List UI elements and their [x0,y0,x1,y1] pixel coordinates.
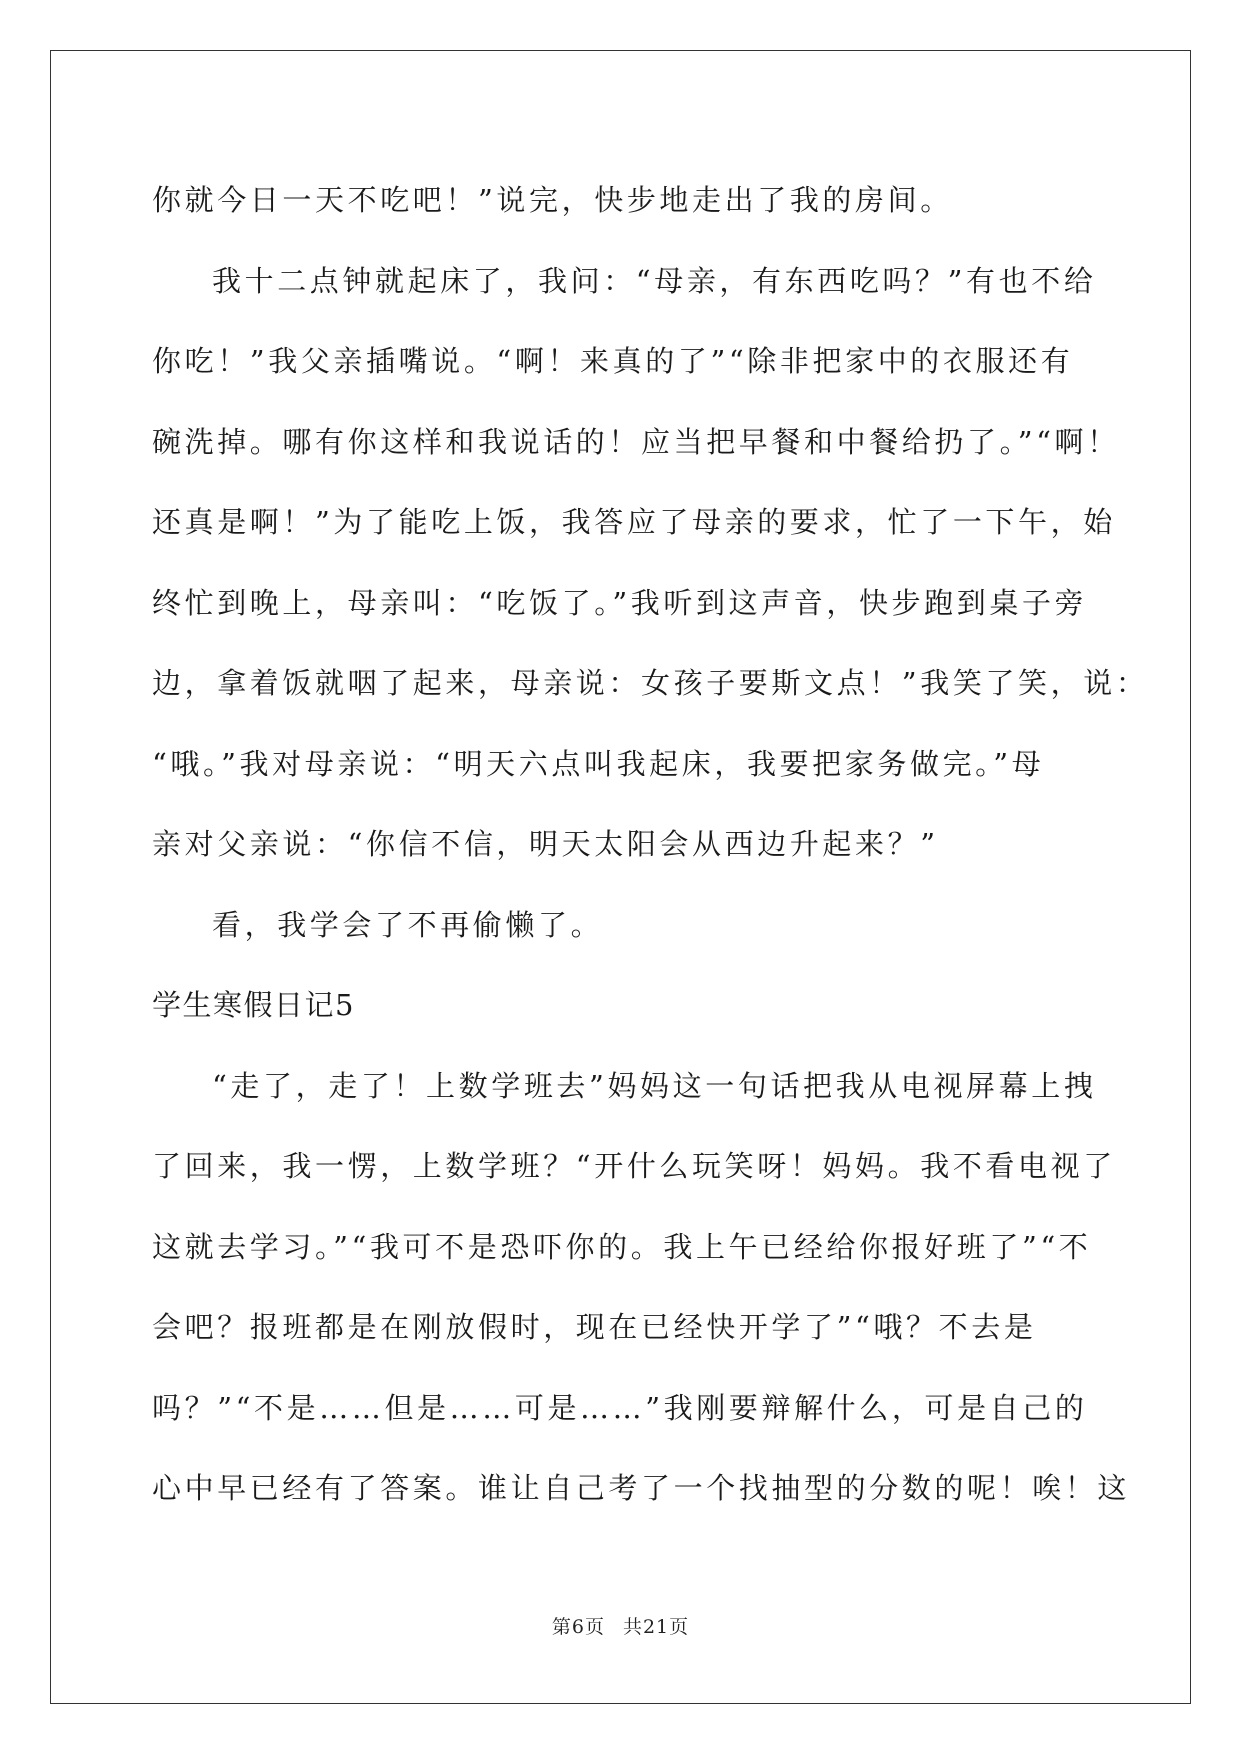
text-line: 会吧？报班都是在刚放假时，现在已经快开学了”“哦？不去是 [152,1310,1037,1344]
section-heading: 学生寒假日记5 [152,988,355,1022]
text-line: 这就去学习。”“我可不是恐吓你的。我上午已经给你报好班了”“不 [152,1229,1092,1264]
text-line: 了回来，我一愣，上数学班？“开什么玩笑呀！妈妈。我不看电视了 [152,1149,1116,1183]
text-line: 碗洗掉。哪有你这样和我说话的！应当把早餐和中餐给扔了。”“啊！ [152,424,1120,459]
page-footer [0,1612,1241,1639]
text-line: 边，拿着饭就咽了起来，母亲说：女孩子要斯文点！”我笑了笑，说： [152,666,1149,700]
text-line: 你吃！”我父亲插嘴说。“啊！来真的了”“除非把家中的衣服还有 [152,344,1074,378]
text-line: 亲对父亲说：“你信不信，明天太阳会从西边升起来？” [152,827,939,861]
text-line: 你就今日一天不吃吧！”说完，快步地走出了我的房间。 [152,183,953,217]
text-line: 吗？”“不是……但是……可是……”我刚要辩解什么，可是自己的 [152,1390,1088,1425]
text-line: “走了，走了！上数学班去”妈妈这一句话把我从电视屏幕上拽 [212,1068,1097,1103]
text-line: 还真是啊！”为了能吃上饭，我答应了母亲的要求，忙了一下午，始 [152,505,1116,539]
text-line: 终忙到晚上，母亲叫：“吃饭了。”我听到这声音，快步跑到桌子旁 [152,585,1088,620]
text-line: 心中早已经有了答案。谁让自己考了一个找抽型的分数的呢！唉！这 [152,1471,1131,1505]
text-line: “哦。”我对母亲说：“明天六点叫我起床，我要把家务做完。”母 [152,746,1045,781]
text-line: 我十二点钟就起床了，我问：“母亲，有东西吃吗？”有也不给 [212,263,1097,298]
document-body [152,160,1149,1529]
page-total: 共21页 [622,1616,690,1638]
text-line: 看，我学会了不再偷懒了。 [212,907,604,942]
page-number: 第6页 [551,1616,605,1638]
